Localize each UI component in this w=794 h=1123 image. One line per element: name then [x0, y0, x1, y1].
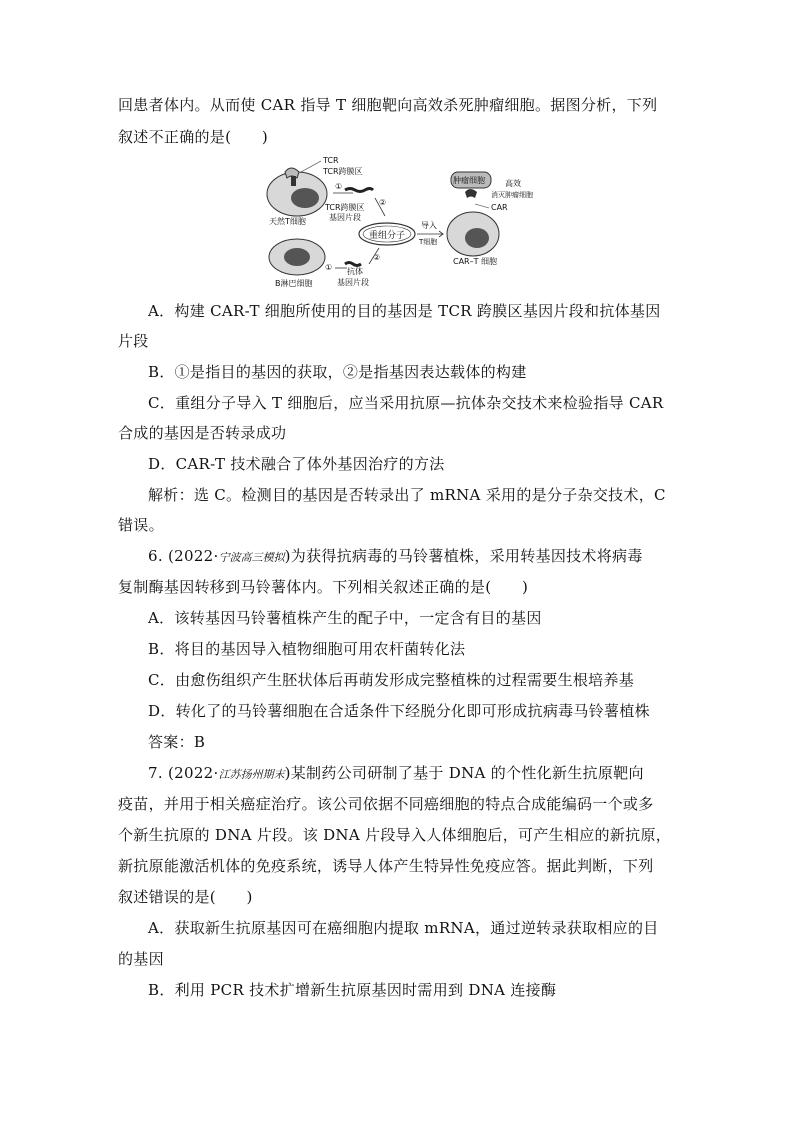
- q6-answer: 答案：B: [148, 733, 206, 751]
- q6-stem-rest: )为获得抗病毒的马铃薯植株，采用转基因技术将病毒: [284, 547, 643, 565]
- label-b-cell: B淋巴细胞: [275, 279, 313, 288]
- label-step2-top: ②: [379, 198, 387, 207]
- q6-number: 6. (2022·: [148, 547, 219, 565]
- q6-stem-line-2: 复制酶基因转移到马铃薯体内。下列相关叙述正确的是( ): [118, 578, 529, 596]
- tcr-gene-fragment-shape: [345, 189, 373, 192]
- label-natural-t-cell: 天然T细胞: [269, 217, 306, 226]
- label-tcr-fragment-2: 基因片段: [329, 213, 361, 222]
- label-antibody-2: 基因片段: [337, 278, 369, 287]
- q7-option-b: B．利用 PCR 技术扩增新生抗原基因时需用到 DNA 连接酶: [148, 981, 557, 999]
- car-t-diagram: [265, 152, 535, 292]
- natural-t-cell-nucleus: [291, 188, 319, 208]
- label-import-1: 导入: [421, 221, 437, 230]
- car-receptor-shape: [465, 189, 477, 198]
- q5-explanation-line-2: 错误。: [118, 516, 164, 534]
- label-tumor-cell: 肿瘤细胞: [453, 176, 485, 185]
- q6-option-b: B．将目的基因导入植物细胞可用农杆菌转化法: [148, 640, 466, 658]
- q7-number: 7. (2022·: [148, 764, 219, 782]
- q7-stem-line-5: 叙述错误的是( ): [118, 888, 253, 906]
- label-tcr: TCR: [323, 156, 339, 165]
- label-step2-bottom: ②: [373, 253, 381, 262]
- q7-option-a-line-2: 的基因: [118, 950, 164, 968]
- q6-stem-line-1: [148, 546, 643, 568]
- q7-stem-rest: )某制药公司研制了基于 DNA 的个性化新生抗原靶向: [284, 764, 644, 782]
- tcr-transmembrane-shape: [291, 176, 296, 186]
- q7-stem-line-3: 个新生抗原的 DNA 片段。该 DNA 片段导入人体细胞后，可产生相应的新抗原，: [118, 826, 672, 844]
- label-recombinant: 重组分子: [369, 231, 406, 241]
- q7-stem-line-4: 新抗原能激活机体的免疫系统，诱导人体产生特异性免疫应答。据此判断，下列: [118, 857, 654, 875]
- q7-stem-line-1: [148, 763, 644, 785]
- label-car: CAR: [491, 203, 508, 212]
- label-tcr-fragment-1: TCR跨膜区: [325, 203, 365, 212]
- q7-option-a-line-1: A．获取新生抗原基因可在癌细胞内提取 mRNA，通过逆转录获取相应的目: [148, 919, 659, 937]
- q5-option-c-line-1: C．重组分子导入 T 细胞后，应当采用抗原—抗体杂交技术来检验指导 CAR: [148, 394, 664, 412]
- label-import-2: T细胞: [419, 238, 438, 246]
- q5-option-a-line-1: A．构建 CAR-T 细胞所使用的目的基因是 TCR 跨膜区基因片段和抗体基因: [148, 302, 661, 320]
- label-antibody-1: 抗体: [347, 267, 363, 276]
- intro-line-2: 叙述不正确的是( ): [118, 128, 269, 146]
- q6-option-c: C．由愈伤组织产生胚状体后再萌发形成完整植株的过程需要生根培养基: [148, 671, 635, 689]
- q5-explanation-line-1: 解析：选 C。检测目的基因是否转录出了 mRNA 采用的是分子杂交技术，C: [148, 486, 666, 504]
- q6-option-d: D．转化了的马铃薯细胞在合适条件下经脱分化即可形成抗病毒马铃薯植株: [148, 702, 650, 720]
- intro-line-1: 回患者体内。从而使 CAR 指导 T 细胞靶向高效杀死肿瘤细胞。据图分析，下列: [118, 96, 658, 114]
- label-car-t-cell: CAR–T 细胞: [453, 257, 498, 266]
- q7-source: 江苏扬州期末: [218, 768, 285, 781]
- q5-option-a-line-2: 片段: [118, 332, 149, 350]
- label-efficient-2: 消灭肿瘤细胞: [491, 191, 533, 199]
- q5-option-b: B．①是指目的基因的获取，②是指基因表达载体的构建: [148, 363, 527, 381]
- q5-option-d: D．CAR-T 技术融合了体外基因治疗的方法: [148, 455, 445, 473]
- label-tcr-region: TCR跨膜区: [323, 167, 363, 176]
- car-t-cell-nucleus: [465, 228, 489, 248]
- label-step1-bottom: ①: [325, 263, 333, 272]
- label-step1-top: ①: [335, 182, 343, 191]
- q5-option-c-line-2: 合成的基因是否转录成功: [118, 424, 287, 442]
- label-efficient-1: 高效: [505, 179, 521, 188]
- antibody-gene-fragment-shape: [345, 263, 361, 266]
- b-cell-nucleus: [284, 248, 310, 266]
- q7-stem-line-2: 疫苗，并用于相关癌症治疗。该公司依据不同癌细胞的特点合成能编码一个或多: [118, 795, 654, 813]
- q6-option-a: A．该转基因马铃薯植株产生的配子中，一定含有目的基因: [148, 609, 542, 627]
- q6-source: 宁波高三模拟: [218, 551, 285, 564]
- import-arrow: [417, 231, 443, 237]
